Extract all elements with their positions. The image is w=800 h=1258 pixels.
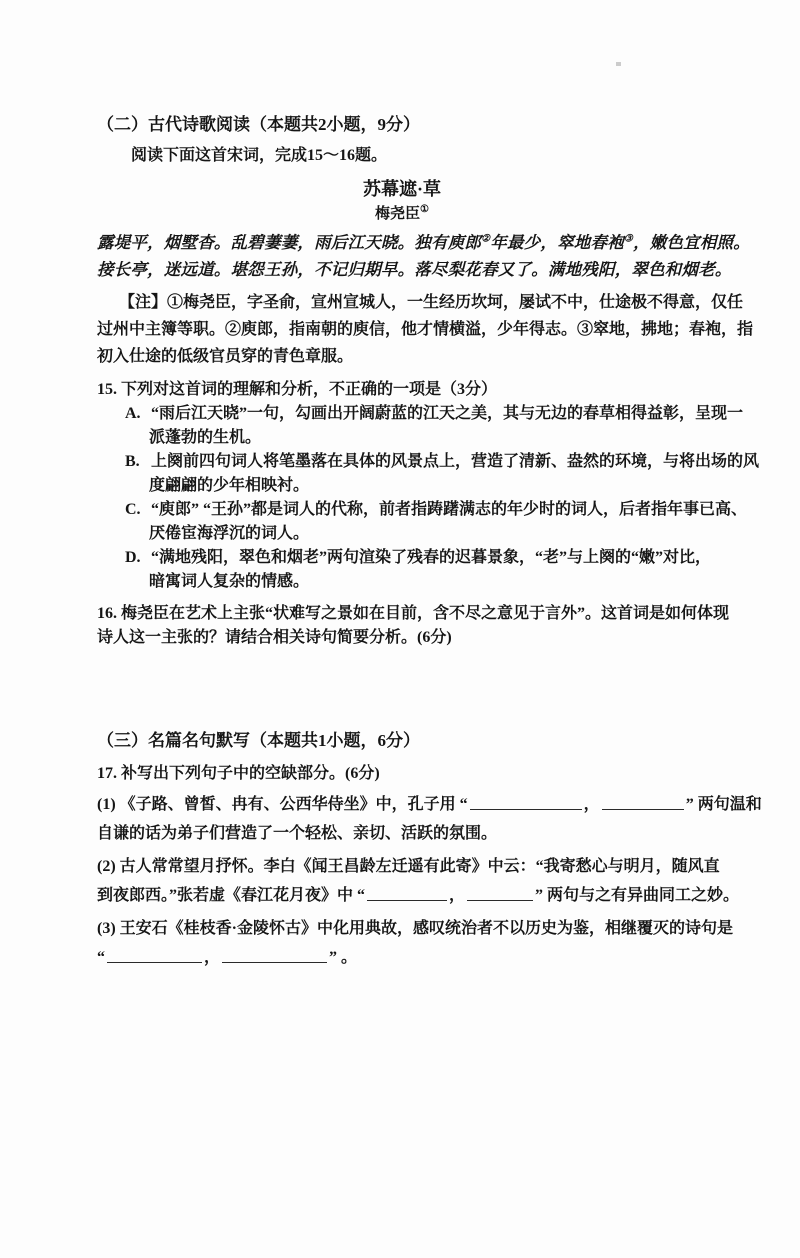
- poem-line-1-text: 露堤平，烟墅杳。乱碧萋萋，雨后江天晓。独有庾郎: [97, 233, 482, 252]
- poem-author: 梅尧臣: [375, 206, 421, 222]
- q17-item-2-comma: ，: [449, 887, 466, 904]
- option-c-line-1: [97, 498, 748, 522]
- answer-blank: [467, 886, 533, 901]
- option-c-label: C.: [125, 501, 141, 518]
- answer-blank: [470, 795, 582, 810]
- note-line-1: 【注】①梅尧臣，字圣俞，宣州宣城人，一生经历坎坷，屡试不中，仕途极不得意，仅任: [119, 294, 744, 311]
- option-d-line-2: 暗寓词人复杂的情感。: [149, 573, 310, 590]
- option-a-label: A.: [125, 405, 141, 422]
- question-17-stem: 17. 补写出下列句子中的空缺部分。(6分): [97, 765, 380, 782]
- answer-blank: [107, 948, 202, 963]
- answer-blank: [222, 948, 327, 963]
- q17-item-1-text: ” 两句温和: [685, 796, 762, 813]
- q17-item-2-text: 到夜郎西。”张若虚《春江花月夜》中 “: [97, 887, 366, 904]
- scan-artifact-dot: [616, 62, 621, 66]
- q17-item-3-line-2: [97, 943, 707, 972]
- poem-title: 苏幕遮·草: [362, 179, 441, 199]
- option-a-line-2: 派蓬勃的生机。: [149, 429, 262, 446]
- q17-item-1-comma: ，: [583, 796, 600, 813]
- option-d-label: D.: [125, 549, 141, 566]
- q17-item-2-line-2: [97, 881, 740, 910]
- section-3-heading: （三）名篇名句默写（本题共1小题，6分）: [97, 731, 420, 750]
- option-c-line-2: 厌倦宦海浮沉的词人。: [149, 525, 310, 542]
- q17-item-3-quote-close: ” 。: [329, 949, 358, 966]
- option-d-line-1: [97, 546, 712, 570]
- option-b-label: B.: [125, 453, 140, 470]
- question-15-stem: 15. 下列对这首词的理解和分析，不正确的一项是（3分）: [97, 381, 498, 398]
- option-b-line-2: 度翩翩的少年相映衬。: [149, 477, 310, 494]
- option-c-text: “庾郎” “王孙”都是词人的代称，前者指踌躇满志的年少时的词人，后者指年事已高、: [151, 501, 748, 518]
- option-a-text: “雨后江天晓”一句，勾画出开阔蔚蓝的江天之美，其与无边的春草相得益彰，呈现一: [151, 405, 744, 422]
- note-line-3: 初入仕途的低级官员穿的青色章服。: [97, 348, 354, 365]
- poem-line-2: 接长亭，迷远道。堪怨王孙，不记归期早。落尽梨花春又了。满地残阳，翠色和烟老。: [97, 260, 732, 279]
- poem-author-line: [97, 202, 707, 226]
- note-line-2: 过州中主簿等职。②庾郎，指南朝的庾信，他才情横溢，少年得志。③窣地，拂地；春袍，指: [97, 321, 754, 338]
- q17-item-3-comma: ，: [204, 949, 221, 966]
- option-d-text: “满地残阳，翠色和烟老”两句渲染了残春的迟暮景象，“老”与上阕的“嫩”对比，: [151, 549, 712, 566]
- section-2-heading: （二）古代诗歌阅读（本题共2小题，9分）: [97, 115, 420, 134]
- author-note-ref: ①: [420, 204, 429, 215]
- answer-blank: [602, 795, 684, 810]
- reading-instruction: 阅读下面这首宋词，完成15～16题。: [131, 147, 388, 164]
- option-b-line-1: [97, 450, 760, 474]
- q17-item-3-quote-open: “: [97, 949, 105, 966]
- q17-item-2-line-1: (2) 古人常常望月抒怀。李白《闻王昌龄左迁遥有此寄》中云：“我寄愁心与明月，随风直: [97, 858, 720, 875]
- answer-blank: [367, 886, 447, 901]
- poem-line-1-text: ，嫩色宜相照。: [633, 233, 750, 252]
- poem-note-ref-2: ②: [481, 233, 491, 245]
- q17-item-1-text: (1) 《子路、曾皙、冉有、公西华侍坐》中，孔子用 “: [97, 796, 468, 813]
- option-a-line-1: [97, 402, 744, 426]
- option-b-text: 上阕前四句词人将笔墨落在具体的风景点上，营造了清新、盎然的环境，与将出场的风: [151, 453, 760, 470]
- poem-note-ref-3: ③: [623, 233, 634, 245]
- q17-item-3-line-1: (3) 王安石《桂枝香·金陵怀古》中化用典故，感叹统治者不以历史为鉴，相继覆灭的诗句是: [97, 920, 733, 937]
- poem-line-1: [97, 229, 750, 256]
- question-16-line-1: 16. 梅尧臣在艺术上主张“状难写之景如在目前，含不尽之意见于言外”。这首词是如何体现: [97, 605, 730, 622]
- page-content: [97, 112, 762, 972]
- q17-item-1-line-1: [97, 790, 762, 819]
- q17-item-2-text: ” 两句与之有异曲同工之妙。: [535, 887, 740, 904]
- q17-item-1-line-2: 自谦的话为弟子们营造了一个轻松、亲切、活跃的氛围。: [97, 825, 498, 842]
- question-16-line-2: 诗人这一主张的？请结合相关诗句简要分析。(6分): [97, 629, 452, 646]
- poem-line-1-text: 年最少，窣地春袍: [490, 233, 624, 252]
